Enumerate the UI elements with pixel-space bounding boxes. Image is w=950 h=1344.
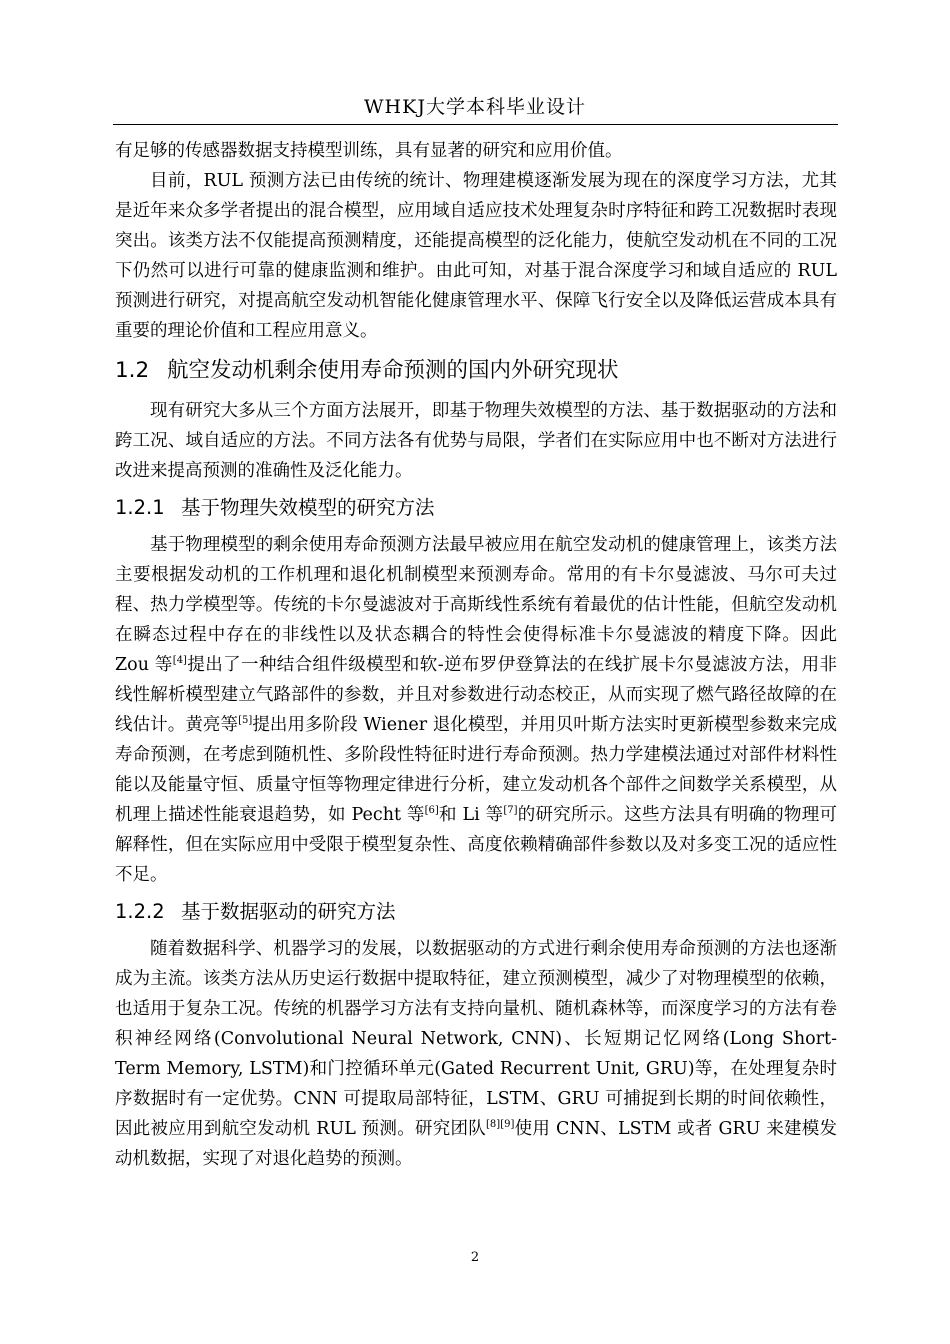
- text-segment: 使用 CNN、LSTM 或者 GRU 来建模发动机数据，实现了对退化趋势的预测。: [115, 1119, 837, 1169]
- text-segment: 随着数据科学、机器学习的发展，以数据驱动的方式进行剩余使用寿命预测的方法也逐渐成为主流。该类方法从历史运行数据中提取特征，建立预测模型，减少了对物理模型的依赖，也适用于复杂工况。传统的机器学习方法有支持向量机、随机森林等，而深度学习的方法有卷积神经网络(Convolutional Neural Network, CNN)、长短期记忆网络(Long Short-Term Memory, LSTM)和门控循环单元(Gated Recurrent Unit, GRU)等，在处理复杂时序数据时有一定优势。CNN 可提取局部特征，LSTM、GRU 可捕捉到长期的时间依赖性，因此被应用到航空发动机 RUL 预测。研究团队: [115, 939, 837, 1139]
- paragraph-physics-model-methods: [115, 530, 837, 890]
- section-number: 1.2.1: [115, 496, 165, 519]
- section-title: 基于物理失效模型的研究方法: [181, 496, 435, 519]
- section-number: 1.2.2: [115, 900, 165, 923]
- text-segment: 的研究所示。这些方法具有明确的物理可解释性，但在实际应用中受限于模型复杂性、高度依赖精确部件参数以及对多变工况的适应性不足。: [115, 805, 838, 885]
- text-segment: 提出用多阶段 Wiener 退化模型，并用贝叶斯方法实时更新模型参数来完成寿命预测，在考虑到随机性、多阶段性特征时进行寿命预测。热力学建模法通过对部件材料性能以及能量守恒、质量守恒等物理定律进行分析，建立发动机各个部件之间数学关系模型，从机理上描述性能衰退趋势，如 Pecht 等: [115, 715, 838, 825]
- section-heading-1-2-1: [115, 486, 837, 530]
- section-title: 航空发动机剩余使用寿命预测的国内外研究现状: [167, 358, 619, 383]
- section-number: 1.2: [115, 358, 150, 383]
- header-divider: [113, 124, 838, 125]
- section-title: 基于数据驱动的研究方法: [181, 900, 396, 923]
- paragraph-rul-methods: 目前，RUL 预测方法已由传统的统计、物理建模逐渐发展为现在的深度学习方法，尤其是近年来众多学者提出的混合模型，应用域自适应技术处理复杂时序特征和跨工况数据时表现突出。该类方法不仅能提高预测精度，还能提高模型的泛化能力，使航空发动机在不同的工况下仍然可以进行可靠的健康监测和维护。由此可知，对基于混合深度学习和域自适应的 RUL 预测进行研究，对提高航空发动机智能化健康管理水平、保障飞行安全以及降低运营成本具有重要的理论价值和工程应用意义。: [115, 171, 837, 341]
- citation-ref: [6]: [424, 805, 439, 817]
- paragraph-continuation: 有足够的传感器数据支持模型训练，具有显著的研究和应用价值。: [115, 141, 623, 161]
- section-heading-1-2: [115, 346, 837, 396]
- citation-ref: [5]: [238, 715, 253, 727]
- citation-ref: [8]: [486, 1119, 501, 1131]
- paragraph-data-driven-methods: [115, 934, 837, 1174]
- citation-ref: [7]: [503, 805, 518, 817]
- paragraph-research-overview: 现有研究大多从三个方面方法展开，即基于物理失效模型的方法、基于数据驱动的方法和跨工况、域自适应的方法。不同方法各有优势与局限，学者们在实际应用中也不断对方法进行改进来提高预测的准确性及泛化能力。: [115, 401, 837, 481]
- section-heading-1-2-2: [115, 890, 837, 934]
- page-body: [115, 136, 837, 1174]
- citation-ref: [9]: [500, 1119, 515, 1131]
- page-header-title: WHKJ大学本科毕业设计: [364, 96, 586, 118]
- text-segment: 和 Li 等: [438, 805, 504, 825]
- page-number: 2: [470, 1250, 480, 1265]
- text-segment: 基于物理模型的剩余使用寿命预测方法最早被应用在航空发动机的健康管理上，该类方法主要根据发动机的工作机理和退化机制模型来预测寿命。常用的有卡尔曼滤波、马尔可夫过程、热力学模型等。传统的卡尔曼滤波对于高斯线性系统有着最优的估计性能，但航空发动机在瞬态过程中存在的非线性以及状态耦合的特性会使得标准卡尔曼滤波的精度下降。因此 Zou 等: [115, 535, 837, 675]
- text-segment: 提出了一种结合组件级模型和软-逆布罗伊登算法的在线扩展卡尔曼滤波方法，用非线性解析模型建立气路部件的参数，并且对参数进行动态校正，从而实现了燃气路径故障的在线估计。黄亮等: [115, 655, 837, 735]
- citation-ref: [4]: [172, 655, 187, 667]
